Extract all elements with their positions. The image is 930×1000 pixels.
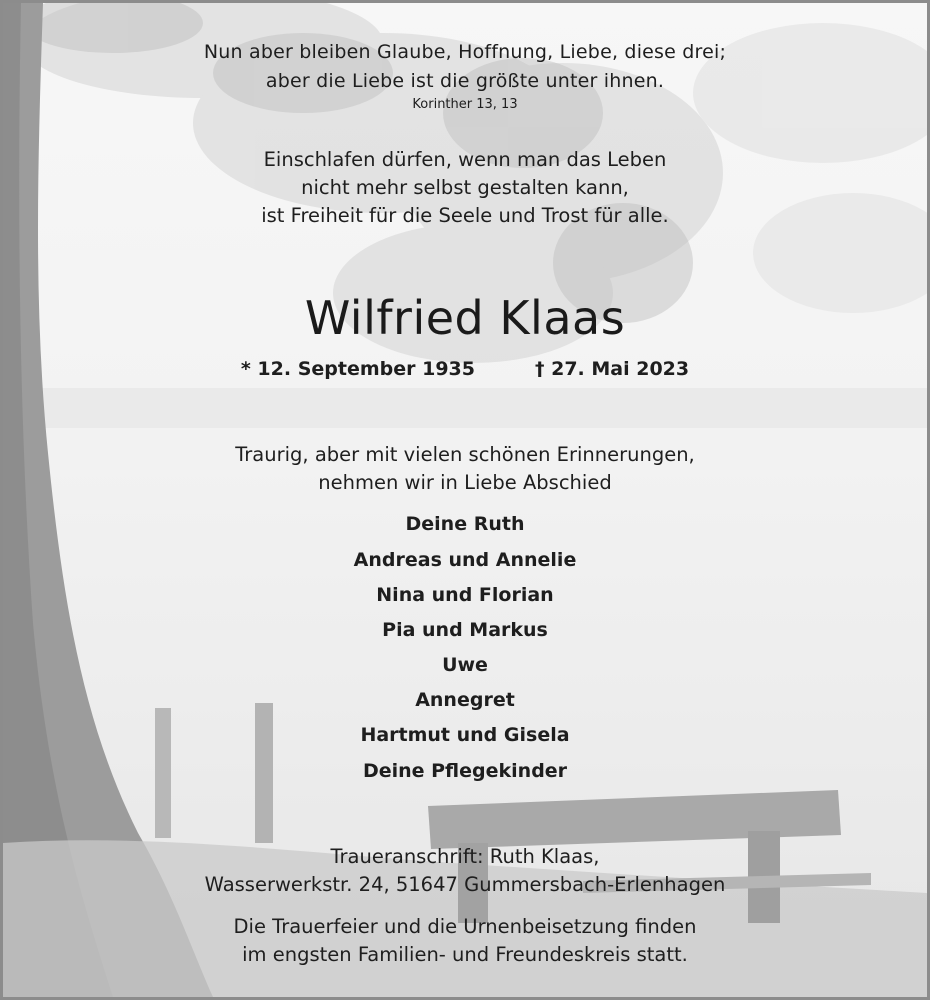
mourner: Deine Ruth — [405, 513, 525, 535]
mourner: Uwe — [442, 654, 488, 676]
bible-verse-line-2: aber die Liebe ist die größte unter ihnen. — [265, 70, 665, 92]
life-dates — [3, 358, 927, 380]
death-date: † 27. Mai 2023 — [535, 358, 690, 380]
bible-verse-source: Korinther 13, 13 — [412, 97, 518, 112]
deceased-name: Wilfried Klaas — [304, 291, 626, 345]
poem-line-2: nicht mehr selbst gestalten kann, — [301, 176, 629, 199]
farewell-intro-line-1: Traurig, aber mit vielen schönen Erinnerungen, — [235, 443, 695, 466]
mourner: Hartmut und Gisela — [360, 724, 570, 746]
mourner: Nina und Florian — [376, 584, 554, 606]
poem-line-1: Einschlafen dürfen, wenn man das Leben — [263, 148, 667, 171]
mourner: Andreas und Annelie — [353, 549, 577, 571]
mourner: Deine Pflegekinder — [362, 760, 568, 782]
bible-verse-line-1: Nun aber bleiben Glaube, Hoffnung, Liebe, diese drei; — [203, 41, 727, 63]
mourner: Annegret — [415, 689, 515, 711]
poem-line-3: ist Freiheit für die Seele und Trost für alle. — [261, 204, 669, 227]
obituary-content — [3, 3, 927, 997]
mourner: Pia und Markus — [382, 619, 548, 641]
farewell-intro-line-2: nehmen wir in Liebe Abschied — [318, 471, 612, 494]
funeral-notice-line-1: Die Trauerfeier und die Urnenbeisetzung finden — [233, 915, 697, 938]
birth-date: * 12. September 1935 — [240, 358, 475, 380]
funeral-notice-line-2: im engsten Familien- und Freundeskreis statt. — [242, 943, 688, 966]
mourning-address-line-2: Wasserwerkstr. 24, 51647 Gummersbach-Erlenhagen — [204, 873, 726, 896]
mourning-address-line-1: Traueranschrift: Ruth Klaas, — [330, 845, 600, 868]
